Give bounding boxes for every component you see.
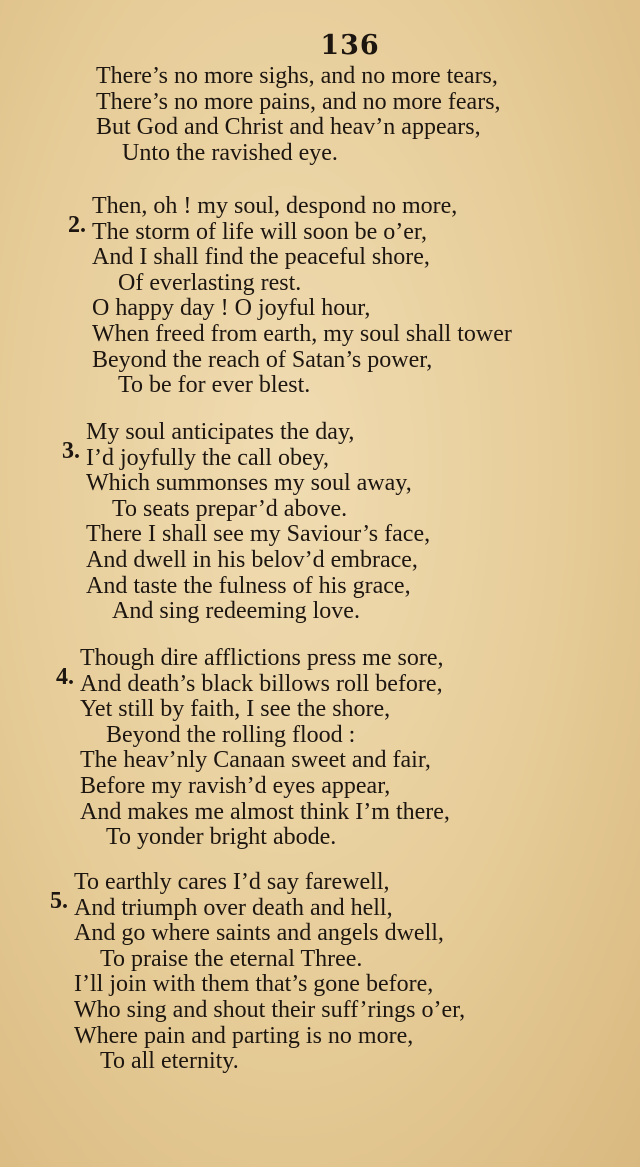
stanza-2: 2. Then, oh ! my soul, despond no more, The storm of life will soon be o’er, And I shall find the peaceful shore, Of everlasting rest. O happy day ! O joyful hour, When freed from earth, my soul shall tower Beyond the reach of Satan’s power, To be for ever blest.	[68, 193, 512, 399]
stanza-line: I’d joyfully the call obey,	[86, 444, 330, 471]
stanza-line: Then, oh ! my soul, despond no more,	[92, 193, 458, 219]
stanza-line: To earthly cares I’d say farewell,	[74, 869, 390, 895]
stanza-line: And death’s black billows roll before,	[80, 670, 443, 697]
page-number: 136	[320, 30, 380, 61]
stanza-line: To be for ever blest.	[118, 372, 311, 399]
stanza-line: There’s no more pains, and no more fears,	[96, 88, 501, 115]
stanza-line: When freed from earth, my soul shall tower	[92, 320, 512, 347]
stanza-line: Who sing and shout their suff’rings o’er,	[74, 996, 466, 1023]
stanza-line: Though dire afflictions press me sore,	[80, 645, 444, 671]
stanza-line: And dwell in his belov’d embrace,	[86, 546, 418, 573]
stanza-line: To praise the eternal Three.	[100, 945, 363, 972]
stanza-line: Beyond the reach of Satan’s power,	[92, 346, 433, 373]
stanza-line: And sing redeeming love.	[112, 598, 360, 625]
stanza-line: Yet still by faith, I see the shore,	[80, 696, 391, 723]
stanza-1	[96, 64, 501, 166]
stanza-line: And I shall find the peaceful shore,	[92, 244, 430, 271]
stanza-line: Of everlasting rest.	[118, 269, 302, 296]
stanza-3: 3. My soul anticipates the day, I’d joyfully the call obey, Which summonses my soul away, To seats prepar’d above. There I shall see my Saviour’s face, And dwell in his belov’d embrace, And taste the fulness of his grace, And sing redeeming love.	[62, 419, 431, 625]
stanza-line: The storm of life will soon be o’er,	[92, 218, 427, 245]
stanza-line: Beyond the rolling flood :	[106, 721, 356, 748]
stanza-line: There’s no more sighs, and no more tears,	[96, 63, 498, 89]
stanza-line: Before my ravish’d eyes appear,	[80, 772, 391, 799]
stanza-line: Where pain and parting is no more,	[74, 1022, 414, 1049]
stanza-4: 4. Though dire afflictions press me sore, And death’s black billows roll before, Yet still by faith, I see the shore, Beyond the rolling flood : The heav’nly Canaan sweet and fair, Before my ravish’d eyes appear, And makes me almost think I’m there, To yonder bright abode.	[56, 645, 450, 851]
stanza-line: But God and Christ and heav’n appears,	[96, 114, 481, 141]
stanza-line: And triumph over death and hell,	[74, 894, 393, 921]
stanza-line: To seats prepar’d above.	[112, 495, 348, 522]
stanza-line: To yonder bright abode.	[106, 824, 337, 851]
stanza-line: My soul anticipates the day,	[86, 419, 355, 445]
stanza-line: I’ll join with them that’s gone before,	[74, 971, 434, 998]
stanza-line: The heav’nly Canaan sweet and fair,	[80, 747, 431, 774]
stanza-line: O happy day ! O joyful hour,	[92, 295, 371, 322]
stanza-line: There I shall see my Saviour’s face,	[86, 521, 431, 548]
stanza-line: To all eternity.	[100, 1048, 239, 1075]
stanza-line: And go where saints and angels dwell,	[74, 920, 444, 947]
stanza-5: 5. To earthly cares I’d say farewell, And triumph over death and hell, And go where saints and angels dwell, To praise the eternal Three. I’ll join with them that’s gone before, Who sing and shout their suff’rings o’er, Where pain and parting is no more, To all eternity.	[50, 869, 466, 1075]
stanza-line: And makes me almost think I’m there,	[80, 798, 450, 825]
stanza-line: And taste the fulness of his grace,	[86, 572, 411, 599]
stanza-line: Unto the ravished eye.	[122, 139, 338, 166]
stanza-line: Which summonses my soul away,	[86, 470, 412, 497]
